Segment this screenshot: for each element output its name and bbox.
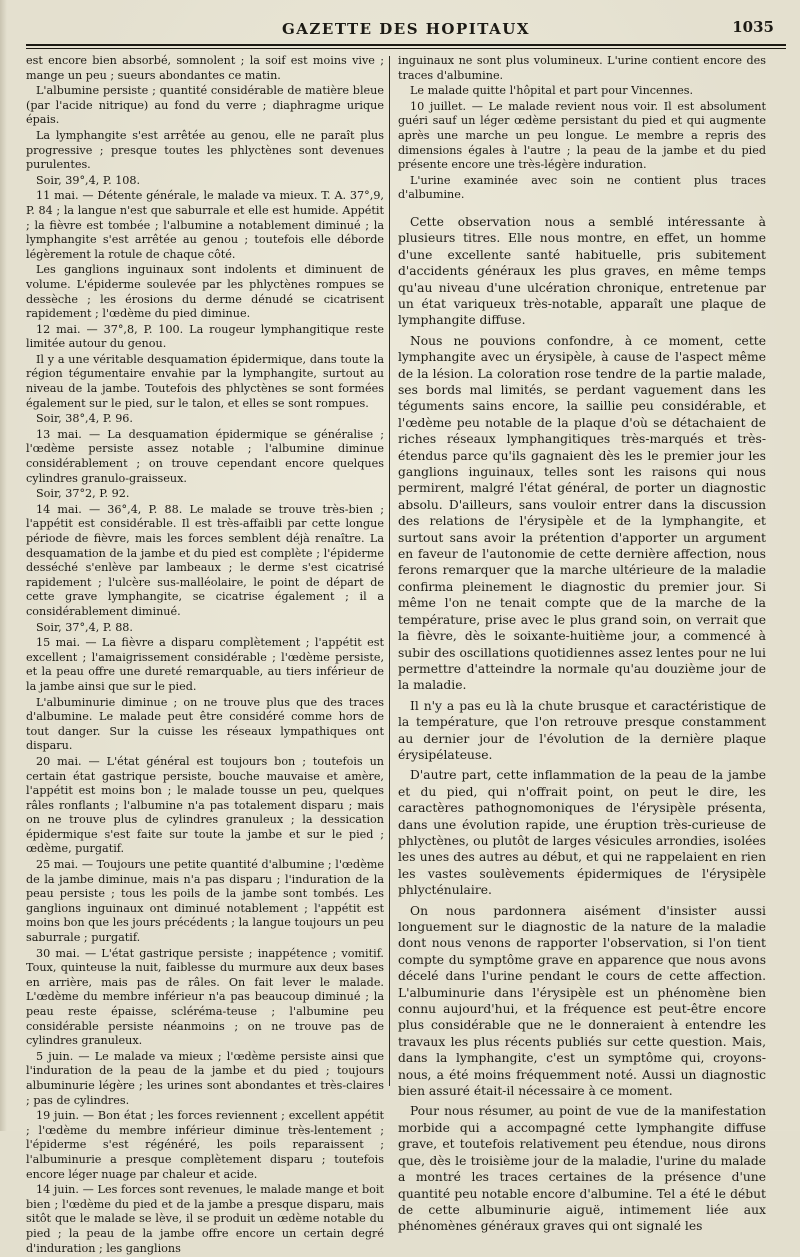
paragraph: inguinaux ne sont plus volumineux. L'urine contient encore des traces d'albumine. — [398, 54, 766, 82]
paragraph: 5 juin. — Le malade va mieux ; l'œdème persiste ainsi que l'induration de la peau de la jambe et du pied ; toujours albuminurie légère ; les urines sont abondantes et très-claires ; pas de cylindres. — [26, 1049, 384, 1107]
page-number: 1035 — [732, 18, 774, 36]
paragraph: D'autre part, cette inflammation de la peau de la jambe et du pied, qui n'offrait point, on peut le dire, les caractères pathognomoniques de l'érysipèle présenta, dans une évolution rapide, une éruption très-curieuse de phlyctènes, ou plutôt de larges vésicules arrondies, isolées les unes des autres au début, et qui ne rappelaient en rien les vastes soulèvements épidermiques de l'érysipèle phlycténulaire. — [398, 768, 766, 898]
paragraph: Cette observation nous a semblé intéressante à plusieurs titres. Elle nous montre, en effet, un homme d'une excellente santé habituelle, pris subitement d'accidents généraux les plus graves, en même temps qu'au niveau d'une ulcération chronique, entretenue par un état variqueux très-notable, apparaît une plaque de lymphangite diffuse. — [398, 214, 766, 328]
paragraph: Il n'y a pas eu là la chute brusque et caractéristique de la température, que l'on retrouve presque constamment au dernier jour de l'évolution de la dernière plaque érysipélateuse. — [398, 698, 766, 762]
paragraph: Soir, 37°2, P. 92. — [36, 487, 130, 501]
paragraph: Pour nous résumer, au point de vue de la manifestation morbide qui a accompagné cette lymphangite diffuse grave, et toutefois relativement peu étendue, nous dirons que, dès le troisième jour de la maladie, l'urine du malade a montré les traces certaines de la présence d'une quantité peu notable encore d'albumine. Tel a été le début de cette albuminurie aiguë, intimement liée aux phénomènes généraux graves qui ont signalé les — [398, 1104, 766, 1234]
paragraph: 20 mai. — L'état général est toujours bon ; toutefois un certain état gastrique persiste, bouche mauvaise et amère, l'appétit est moins bon ; le malade tousse un peu, quelques râles ronflants ; l'albumine n'a pas totalement disparu ; mais on ne trouve plus de cylindres granuleux ; la dessication épidermique s'est faite sur toute la jambe et sur le pied ; œdème, purgatif. — [26, 754, 384, 856]
paragraph: 11 mai. — Détente générale, le malade va mieux. T. A. 37°,9, P. 84 ; la langue n'est que saburrale et elle est humide. Appétit ; la fièvre est tombée ; l'albumine a notablement diminué ; la lymphangite s'est arrêtée au genou ; toutefois elle déborde légèrement la rotule de chaque côté. — [26, 189, 384, 261]
column-divider — [389, 56, 390, 1086]
paragraph: 25 mai. — Toujours une petite quantité d'albumine ; l'œdème de la jambe diminue, mais n'a pas disparu ; l'induration de la peau persiste ; tous les poils de la jambe sont tombés. Les ganglions inguinaux ont diminué notablement ; l'appétit est moins bon que les jours précédents ; la langue toujours un peu saburrale ; purgatif. — [26, 858, 384, 945]
paragraph: Nous ne pouvions confondre, à ce moment, cette lymphangite avec un érysipèle, à cause de l'aspect même de la lésion. La coloration rose tendre de la partie malade, ses bords mal limités, se perdant vaguement dans les téguments sains encore, la saillie peu considérable, et l'œdème peu notable de la plaque d'où se détachaient de riches réseaux lymphangitiques très-marqués et très-étendus parce qu'ils gagnaient dès les le premier jour les ganglions inguinaux, telles sont les raisons qui nous permirent, malgré l'état général, de porter un diagnostic absolu. D'ailleurs, sans vouloir entrer dans la discussion des relations de l'érysipèle et de la lymphangite, et surtout sans avoir la prétention d'apporter un argument en faveur de l'autonomie de cette dernière affection, nous ferons remarquer que la marche ultérieure de la maladie confirma pleinement le diagnostic du premier jour. Si même l'on ne tenait compte que de la marche de la température, prise avec le plus grand soin, on verrait que la fièvre, dès le soixante-huitième jour, a commencé à subir des oscillations quotidiennes assez lentes pour ne lui permettre d'atteindre la normale qu'au douzième jour de la maladie. — [398, 333, 766, 693]
paragraph: 15 mai. — La fièvre a disparu complètement ; l'appétit est excellent ; l'amaigrissement considérable ; l'œdème persiste, et la peau offre une dureté remarquable, au tiers inférieur de la jambe ainsi que sur le pied. — [26, 636, 384, 693]
paragraph: Le malade quitte l'hôpital et part pour Vincennes. — [410, 84, 694, 98]
header-rule-thin — [26, 48, 786, 49]
paragraph: L'albuminurie diminue ; on ne trouve plus que des traces d'albumine. Le malade peut être considéré comme hors de tout danger. Sur la cuisse les réseaux lympathiques ont disparu. — [26, 695, 384, 753]
paragraph: On nous pardonnera aisément d'insister aussi longuement sur le diagnostic de la nature de la maladie dont nous venons de rapporter l'observation, si l'on tient compte du symptôme grave en apparence que nous avons décelé dans l'urine pendant le cours de cette affection. L'albuminurie dans l'érysipèle est un phénomène bien connu aujourd'hui, et la fréquence est peut-être encore plus considérable que ne le donneraient à entendre les travaux les plus récents publiés sur cette question. Mais, dans la lymphangite, c'est un symptôme qui, croyons-nous, a été moins fréquemment noté. Aussi un diagnostic bien assuré était-il nécessaire à ce moment. — [398, 903, 766, 1099]
publication-title: GAZETTE DES HOPITAUX — [281, 20, 530, 38]
paragraph: 30 mai. — L'état gastrique persiste ; inappétence ; vomitif. Toux, quinteuse la nuit, faiblesse du murmure aux deux bases en arrière, mais pas de râles. On fait lever le malade. L'œdème du membre inférieur n'a pas beaucoup diminué ; la peau reste épaisse, scléréma-teuse ; l'albumine peu considérable persiste néanmoins ; on ne trouve pas de cylindres granuleux. — [26, 946, 384, 1048]
paragraph: 14 mai. — 36°,4, P. 88. Le malade se trouve très-bien ; l'appétit est considérable. Il est très-affaibli par cette longue période de fièvre, mais les forces semblent déjà renaître. La desquamation de la jambe et du pied est complète ; l'épiderme desséché s'enlève par lambeaux ; le derme s'est cicatrisé rapidement ; l'ulcère sus-malléolaire, le point de départ de cette grave lymphangite, se cicatrise également ; il a considérablement diminué. — [26, 502, 384, 618]
page-spine-shadow — [0, 0, 7, 1131]
header-rule-thick — [26, 44, 786, 46]
paragraph: Les ganglions inguinaux sont indolents et diminuent de volume. L'épiderme soulevée par les phlyctènes rompues se dessèche ; les érosions du derme dénudé se cicatrisent rapidement ; l'œdème du pied diminue. — [26, 263, 384, 321]
paragraph: 19 juin. — Bon état ; les forces reviennent ; excellent appétit ; l'œdème du membre inférieur diminue très-lentement ; l'épiderme s'est régénéré, les poils reparaissent ; l'albuminurie a presque complètement disparu ; toutefois encore léger nuage par chaleur et acide. — [26, 1109, 384, 1181]
paragraph: 13 mai. — La desquamation épidermique se généralise ; l'œdème persiste assez notable ; l'albumine diminue considérablement ; on trouve cependant encore quelques cylindres granulo-graisseux. — [26, 427, 384, 485]
paragraph: 14 juin. — Les forces sont revenues, le malade mange et boit bien ; l'œdème du pied et de la jambe a presque disparu, mais sitôt que le malade se lève, il se produit un œdème notable du pied ; la peau de la jambe offre encore un certain degré d'induration ; les ganglions — [26, 1183, 384, 1255]
paragraph: La lymphangite s'est arrêtée au genou, elle ne paraît plus progressive ; presque toutes les phlyctènes sont devenues purulentes. — [26, 128, 384, 172]
paragraph: est encore bien absorbé, somnolent ; la soif est moins vive ; mange un peu ; sueurs abondantes ce matin. — [26, 54, 384, 82]
right-column — [398, 54, 766, 1239]
left-column — [26, 54, 384, 1257]
paragraph: Soir, 38°,4, P. 96. — [36, 412, 133, 426]
paragraph: 10 juillet. — Le malade revient nous voir. Il est absolument guéri sauf un léger œdème persistant du pied et qui augmente après une marche un peu longue. Le membre a repris des dimensions égales à l'autre ; la peau de la jambe et du pied présente encore une très-légère induration. — [398, 99, 766, 172]
paragraph: L'urine examinée avec soin ne contient plus traces d'albumine. — [398, 173, 766, 202]
page-header — [26, 14, 786, 44]
paragraph: Il y a une véritable desquamation épidermique, dans toute la région tégumentaire envahie par la lymphangite, surtout au niveau de la jambe. Toutefois des phlyctènes se sont formées également sur le pied, sur le talon, et elles se sont rompues. — [26, 352, 384, 410]
paragraph: L'albumine persiste ; quantité considérable de matière bleue (par l'acide nitrique) au fond du verre ; diaphragme urique épais. — [26, 84, 384, 127]
paragraph: Soir, 39°,4, P. 108. — [36, 173, 141, 187]
paragraph: 12 mai. — 37°,8, P. 100. La rougeur lymphangitique reste limitée autour du genou. — [26, 322, 384, 351]
paragraph: Soir, 37°,4, P. 88. — [36, 620, 133, 634]
